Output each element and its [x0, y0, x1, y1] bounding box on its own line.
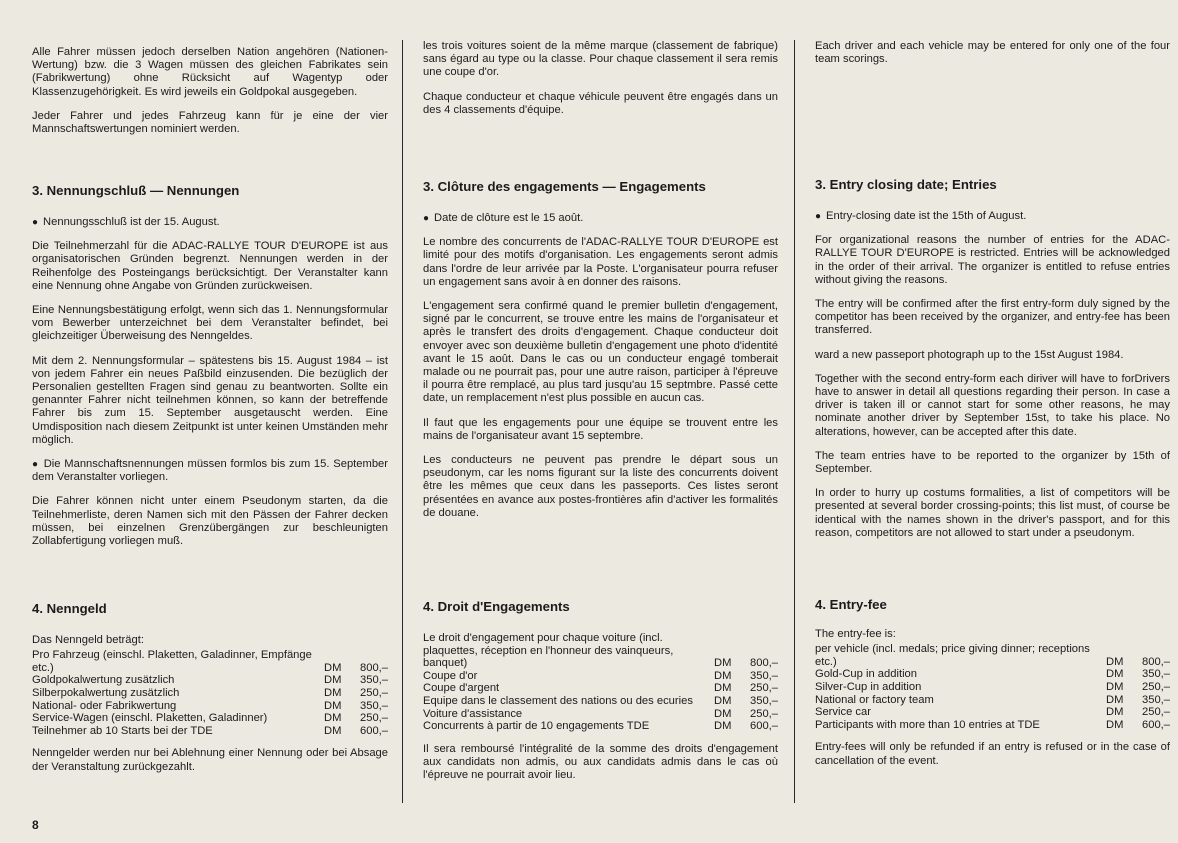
fee-label: Coupe d'or — [423, 669, 478, 682]
paragraph: les trois voitures soient de la même marque (classement de fabrique) sans égard au type ou la classe. Pour chaque classement il sera remis une coupe d'or. — [423, 40, 778, 79]
table-row — [32, 687, 388, 700]
fee-amount: 350,– — [750, 694, 778, 707]
page-number: 8 — [32, 818, 39, 832]
fee-currency: DM — [714, 657, 732, 670]
table-row — [423, 682, 778, 695]
fee-currency: DM — [714, 682, 732, 695]
fee-amount: 250,– — [360, 712, 388, 725]
table-row — [815, 719, 1170, 732]
fee-amount: 800,– — [1142, 655, 1170, 668]
paragraph: Alle Fahrer müssen jedoch derselben Nation angehören (Nationen-Wertung) bzw. die 3 Wagen müssen des gleichen Fabrikates sein (Fabrikwertung) ohne Rücksicht auf Wagentyp oder Klassenzugehörigkeit. Es wird jeweils ein Goldpokal ausgegeben. — [32, 46, 388, 98]
fee-currency: DM — [324, 699, 342, 712]
fee-section — [32, 634, 388, 785]
fee-amount: 800,– — [750, 657, 778, 670]
paragraph: Les conducteurs ne peuvent pas prendre le départ sous un pseudonym, car les noms figurant sur la liste des concurrents doivent être les mêmes que ceux dans les passeports. Ces listes seront présentées en avance aux postes-frontières afin d'activer les formalités de douane. — [423, 454, 778, 519]
table-row — [32, 649, 388, 674]
fee-label: Gold-Cup in addition — [815, 668, 917, 681]
fee-amount: 250,– — [750, 707, 778, 720]
paragraph: Eine Nennungsbestätigung erfolgt, wenn sich das 1. Nennungsformular vom Bewerber unterzeichnet bei dem Veranstalter befindet, bei gleichzeitiger Überweisung des Nenngeldes. — [32, 304, 388, 343]
paragraph: Il sera remboursé l'intégralité de la somme des droits d'engagement aux candidats non admis, ou aux candidats admis dans le cas où l'épreuve ne pourrait avoir lieu. — [423, 742, 778, 782]
table-row — [32, 725, 388, 738]
fee-label: Teilnehmer ab 10 Starts bei der TDE — [32, 724, 213, 737]
fee-intro: The entry-fee is: — [815, 628, 896, 640]
paragraph: ● Entry-closing date ist the 15th of August. — [815, 210, 1170, 223]
paragraph: ● Date de clôture est le 15 août. — [423, 212, 778, 225]
fee-section — [423, 632, 778, 793]
paragraph: Le nombre des concurrents de l'ADAC-RALLYE TOUR D'EUROPE est limité pour des motifs d'organisation. Les engagements seront admis dans l'ordre de leur arrivée par la Poste. L'organisateur pourra refuser un engagement sans avoir à en donner des raisons. — [423, 236, 778, 288]
fee-table — [423, 632, 778, 733]
paragraph: Entry-fees will only be refunded if an entry is refused or in the case of cancellation of the event. — [815, 741, 1170, 767]
column-divider — [402, 40, 403, 803]
fee-currency: DM — [324, 712, 342, 725]
fee-label: Concurrents à partir de 10 engagements TDE — [423, 720, 650, 733]
table-row — [815, 694, 1170, 707]
intro-block — [815, 40, 1170, 77]
paragraph: Die Fahrer können nicht unter einem Pseudonym starten, da die Teilnehmerliste, deren Namen sich mit den Pässen der Fahrer decken müssen, bei einzelnen Grenzübergängen zur beschleunigten Zollabfertigung vorliegen muß. — [32, 495, 388, 548]
fee-label: Participants with more than 10 entries at TDE — [815, 718, 1040, 731]
table-row — [815, 681, 1170, 694]
section-heading: 3. Entry closing date; Entries — [815, 177, 997, 192]
fee-intro: Das Nenngeld beträgt: — [32, 634, 144, 646]
column-english — [815, 38, 1170, 823]
fee-currency: DM — [1106, 718, 1124, 731]
table-row — [423, 670, 778, 683]
fee-amount: 250,– — [360, 686, 388, 699]
paragraph: Together with the second entry-form each diriver will have to forDrivers have to answer in detail all questions regarding their person. In case a driver is taken ill or cannot start for some other reasons, he may nominate another driver by September 15st, to take his place. No alterations, however, can be accepted after this date. — [815, 372, 1170, 438]
column-divider — [794, 40, 795, 803]
section-heading: 4. Droit d'Engagements — [423, 599, 570, 614]
fee-label: Coupe d'argent — [423, 682, 500, 695]
paragraph: Nenngelder werden nur bei Ablehnung einer Nennung oder bei Absage der Veranstaltung zurückgezahlt. — [32, 747, 388, 773]
section-heading: 4. Entry-fee — [815, 597, 887, 612]
paragraph: For organizational reasons the number of entries for the ADAC-RALLYE TOUR D'EUROPE is restricted. Entries will be acknowledged in the order of their arrival. The organizer is entitled to refuse entries without giving the reasons. — [815, 234, 1170, 286]
intro-block — [32, 46, 388, 147]
fee-amount: 250,– — [1142, 680, 1170, 693]
table-row — [423, 632, 778, 670]
fee-label: Equipe dans le classement des nations ou des ecuries — [423, 694, 693, 707]
fee-amount: 350,– — [750, 669, 778, 682]
table-row — [423, 720, 778, 733]
fee-amount: 350,– — [1142, 668, 1170, 681]
paragraph: Each driver and each vehicle may be entered for only one of the four team scorings. — [815, 40, 1170, 66]
fee-label: Silberpokalwertung zusätzlich — [32, 686, 180, 699]
fee-section — [815, 628, 1170, 779]
section-body — [32, 216, 388, 559]
paragraph: The team entries have to be reported to the organizer by 15th of September. — [815, 449, 1170, 476]
paragraph: Jeder Fahrer und jedes Fahrzeug kann für je eine der vier Mannschaftswertungen nominiert werden. — [32, 109, 388, 136]
fee-label: Service-Wagen (einschl. Plaketten, Galadinner) — [32, 712, 268, 725]
fee-amount: 250,– — [750, 682, 778, 695]
paragraph: Mit dem 2. Nennungsformular – spätestens bis 15. August 1984 – ist von jedem Fahrer ein neues Paßbild einzusenden. Die bezüglich der Personalien gestellten Fragen sind genau zu beantworten. Sollte ein genannter Fahrer nicht teilnehmen können, so kann der betreffende Fahrer bis zum 15. September ausgetauscht werden. Eine Umdisposition nach diesem Zeitpunkt ist unter keinen Umständen mehr möglich. — [32, 354, 388, 446]
fee-label: Goldpokalwertung zusätzlich — [32, 674, 175, 687]
fee-label: Pro Fahrzeug (einschl. Plaketten, Galadinner, Empfänge etc.) — [32, 649, 312, 674]
fee-currency: DM — [324, 724, 342, 737]
fee-label: Le droit d'engagement pour chaque voiture (incl. plaquettes, réception en l'honneur des vainqueurs, banquet) — [423, 632, 674, 670]
fee-amount: 600,– — [750, 720, 778, 733]
column-german — [32, 38, 388, 823]
section-heading: 3. Nennungschluß — Nennungen — [32, 183, 240, 198]
fee-label: Service car — [815, 706, 871, 719]
paragraph: ward a new passeport photograph up to the 15st August 1984. — [815, 348, 1124, 361]
fee-amount: 350,– — [1142, 693, 1170, 706]
table-row — [815, 668, 1170, 681]
fee-currency: DM — [1106, 680, 1124, 693]
fee-amount: 250,– — [1142, 706, 1170, 719]
table-row — [32, 700, 388, 713]
fee-table — [815, 643, 1170, 731]
section-heading: 3. Clôture des engagements — Engagements — [423, 179, 706, 194]
fee-currency: DM — [324, 661, 342, 674]
column-french — [423, 38, 778, 823]
fee-currency: DM — [714, 694, 732, 707]
paragraph: In order to hurry up costums formalities, a list of competitors will be presented at several border crossing-points; this list must, of course be identical with the names shown in the driver's passport, and for this reason, competitors are not allowed to start under a pseudonym. — [815, 487, 1170, 539]
fee-label: Silver-Cup in addition — [815, 680, 922, 693]
intro-block — [423, 40, 778, 128]
fee-currency: DM — [1106, 693, 1124, 706]
fee-amount: 350,– — [360, 699, 388, 712]
table-row — [32, 674, 388, 687]
paragraph: ● Nennungsschluß ist der 15. August. — [32, 216, 388, 229]
fee-amount: 600,– — [1142, 718, 1170, 731]
paragraph: L'engagement sera confirmé quand le premier bulletin d'engagement, signé par le concurrent, se trouve entre les mains de l'organisateur et après le transfert des droits d'engagement. Chaque conducteur doit envoyer avec son deuxième bulletin d'engagement une photo d'identité avant le 15 août. Dans le cas ou un conducteur engagé tomberait malade ou ne pourrait pas, pour une autre raison, participer à l'épreuve il pourra être remplacé, au plus tard jusqu'au 15 septmbre. Passé cette date, un remplacement n'est plus possible en aucun cas. — [423, 300, 778, 405]
fee-table — [32, 649, 388, 737]
fee-currency: DM — [324, 686, 342, 699]
paragraph: Il faut que les engagements pour une équipe se trouvent entre les mains de l'organisateur avant 15 septembre. — [423, 416, 778, 442]
table-row — [32, 712, 388, 725]
table-row — [815, 643, 1170, 668]
fee-amount: 350,– — [360, 674, 388, 687]
section-body — [423, 212, 778, 531]
fee-amount: 800,– — [360, 661, 388, 674]
section-body — [815, 210, 1170, 551]
paragraph: Chaque conducteur et chaque véhicule peuvent être engagés dans un des 4 classements d'équipe. — [423, 90, 778, 116]
fee-amount: 600,– — [360, 724, 388, 737]
table-row — [423, 695, 778, 708]
fee-label: per vehicle (incl. medals; price giving dinner; receptions etc.) — [815, 643, 1090, 668]
fee-currency: DM — [1106, 655, 1124, 668]
fee-label: National- oder Fabrikwertung — [32, 699, 177, 712]
table-row — [423, 708, 778, 721]
section-heading: 4. Nenngeld — [32, 601, 107, 616]
fee-currency: DM — [1106, 706, 1124, 719]
paragraph: ● Die Mannschaftsnennungen müssen formlos bis zum 15. September dem Veranstalter vorliegen. — [32, 458, 388, 484]
table-row — [815, 706, 1170, 719]
paragraph: Die Teilnehmerzahl für die ADAC-RALLYE TOUR D'EUROPE ist aus organisatorischen Gründen begrenzt. Nennungen werden in der Reihenfolge des Posteingangs berücksichtigt. Der Veranstalter kann eine Nennung ohne Angabe von Gründen zurückweisen. — [32, 240, 388, 292]
paragraph: The entry will be confirmed after the first entry-form duly signed by the competitor has been received by the organizer, and entry-fee has been transferred. — [815, 298, 1170, 337]
fee-currency: DM — [714, 720, 732, 733]
fee-currency: DM — [714, 669, 732, 682]
fee-currency: DM — [324, 674, 342, 687]
fee-currency: DM — [1106, 668, 1124, 681]
fee-label: Voiture d'assistance — [423, 707, 523, 720]
fee-currency: DM — [714, 707, 732, 720]
fee-label: National or factory team — [815, 693, 934, 706]
